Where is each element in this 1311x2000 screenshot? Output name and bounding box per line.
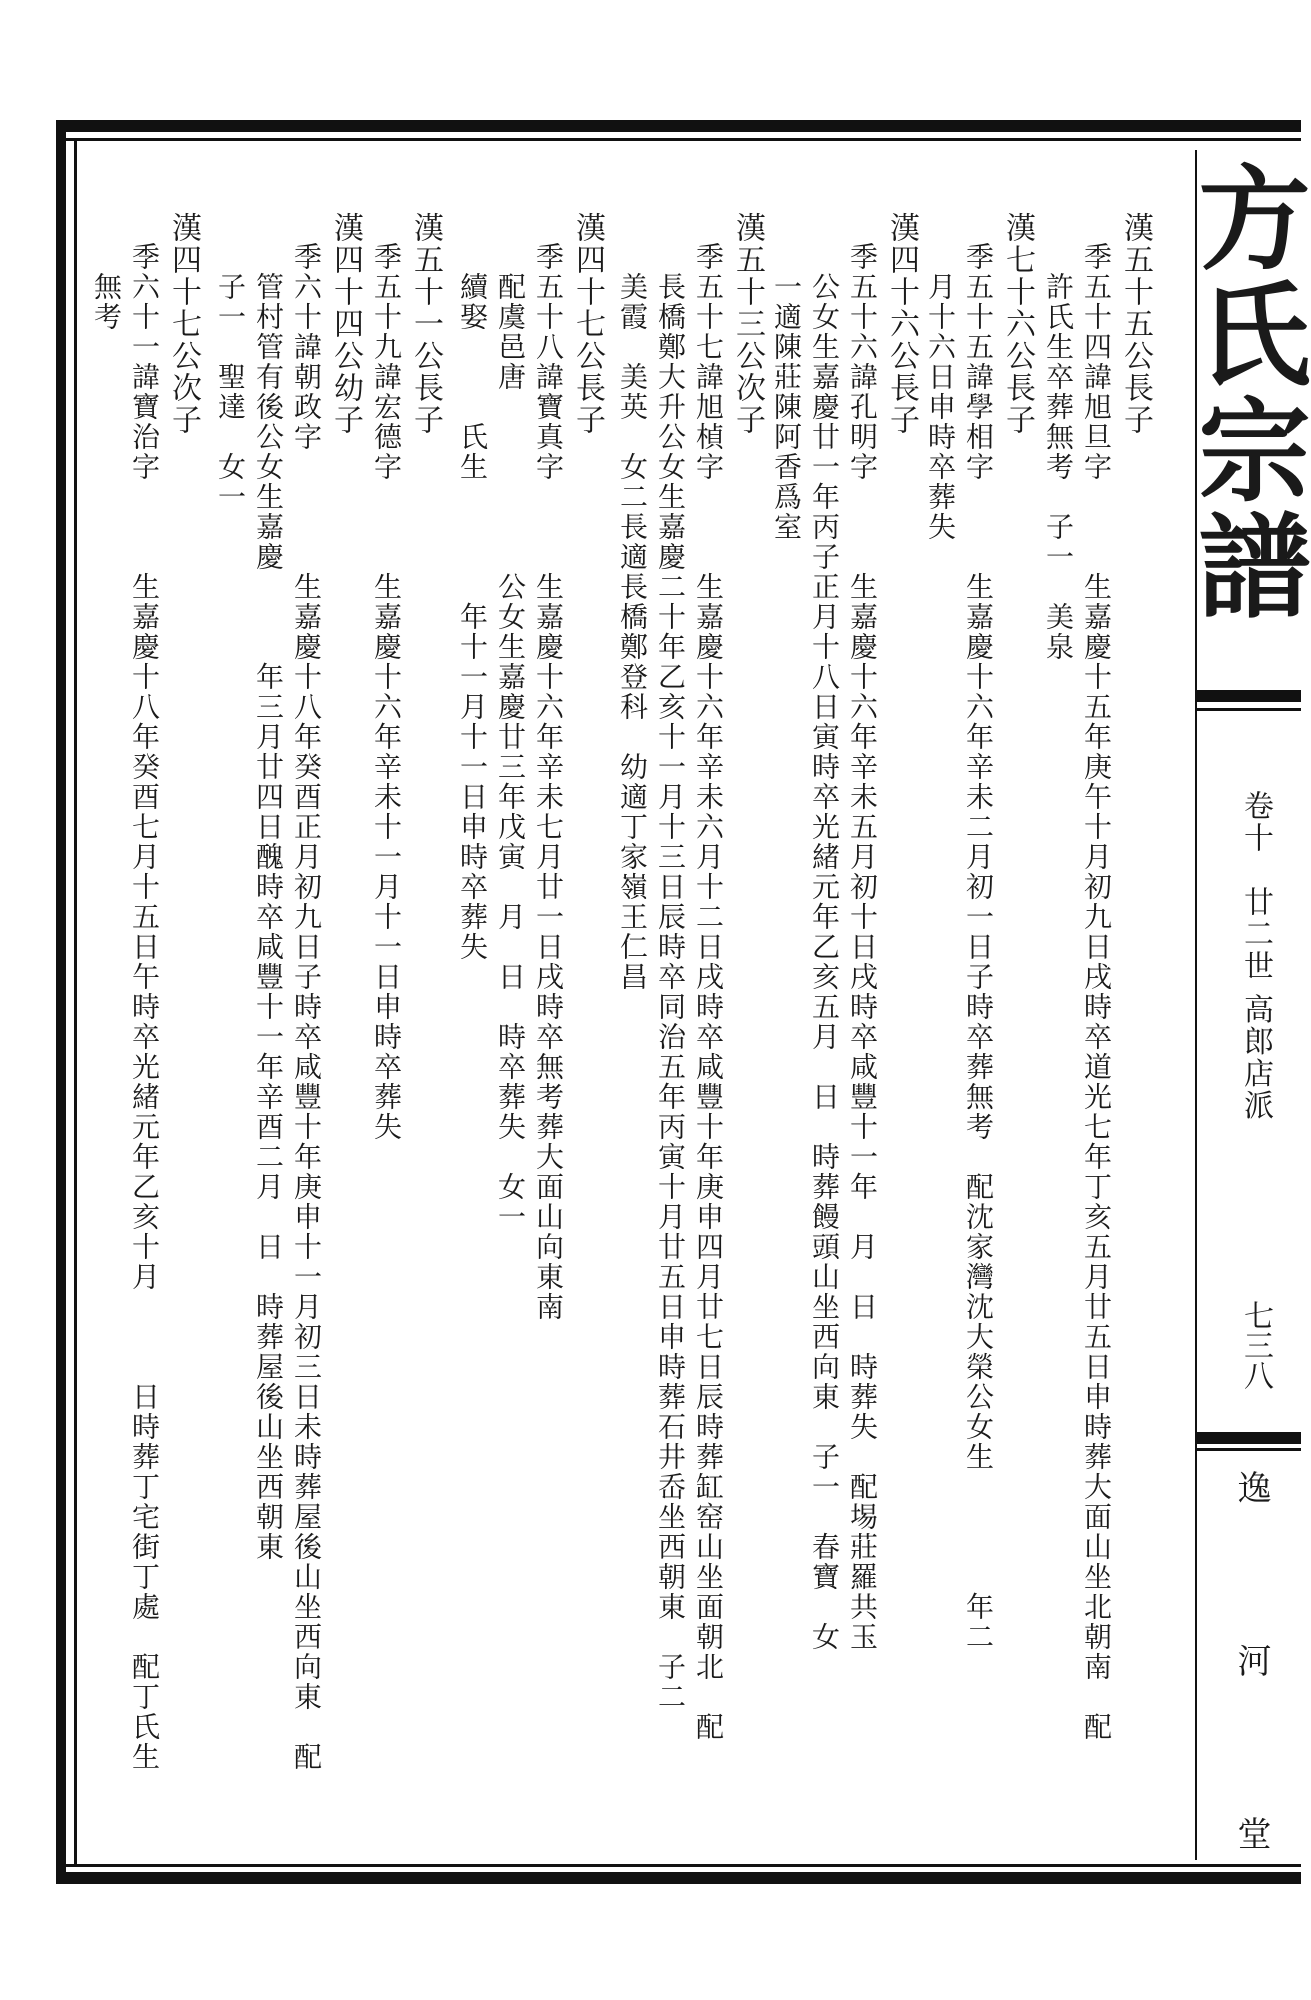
frame-bottom-thin-rule [56, 1864, 1301, 1867]
entry-line: 許氏生卒葬無考 子一 美泉 [1042, 212, 1075, 662]
frame-top-rule [56, 120, 1301, 132]
entry-line: 季五十五諱學相字 生嘉慶十六年辛未二月初一日子時卒葬無考 配沈家灣沈大榮公女生 年二 [962, 212, 995, 1652]
hall-name [1208, 1470, 1271, 1850]
title-band-lower-thin [1197, 1448, 1301, 1451]
entry-line: 季六十諱朝政字 生嘉慶十八年癸酉正月初九日子時卒咸豐十年庚申十一月初三日未時葬屋後山坐西向東 配 [290, 212, 323, 1772]
title-band-upper [1197, 690, 1301, 702]
entry-line: 續娶 氏生 年十一月十一日申時卒葬失 [456, 212, 489, 962]
entry-heading: 漢四十六公長子 [884, 212, 919, 436]
entry-heading: 漢四十四公幼子 [328, 212, 363, 436]
entry-line: 季五十八諱寶真字 生嘉慶十六年辛未七月廿一日戌時卒無考葬大面山向東南 [532, 212, 565, 1322]
entry-heading: 漢七十六公長子 [1000, 212, 1035, 436]
entry-line: 月十六日申時卒葬失 [924, 212, 957, 542]
entry-line: 一適陳莊陳阿香爲室 [770, 212, 803, 542]
entry-line: 美霞 美英 女二長適長橋鄭登科 幼適丁家嶺王仁昌 [616, 212, 649, 992]
frame-left-rule [56, 120, 66, 1884]
entry-line: 配虞邑唐 公女生嘉慶廿三年戊寅 月 日 時卒葬失 女一 [494, 212, 527, 1232]
frame-bottom-rule [56, 1872, 1301, 1884]
frame-top-thin-rule [56, 138, 1301, 141]
volume-generation-line: 卷十 廿二世 高郎店派 [1238, 790, 1273, 1122]
hall-char-2: 河 [1231, 1643, 1271, 1677]
entry-line: 季六十一諱寶治字 生嘉慶十八年癸酉七月十五日午時卒光緒元年乙亥十月 日時葬丁宅街丁處 配丁氏生 [128, 212, 161, 1772]
entry-heading: 漢四十七公長子 [570, 212, 605, 436]
hall-char-3: 堂 [1231, 1816, 1271, 1850]
title-band-lower [1197, 1432, 1301, 1444]
entry-line: 無考 [90, 212, 123, 332]
page-number: 七三八 [1238, 1300, 1273, 1390]
entry-heading: 漢五十一公長子 [408, 212, 443, 436]
hall-char-1: 逸 [1231, 1470, 1271, 1504]
entry-line: 季五十四諱旭旦字 生嘉慶十五年庚午十月初九日戌時卒道光七年丁亥五月廿五日申時葬大面山坐北朝南 配 [1080, 212, 1113, 1742]
entry-line: 子一 聖達 女一 [214, 212, 247, 512]
entry-heading: 漢四十七公次子 [166, 212, 201, 436]
entry-line: 長橋鄭大升公女生嘉慶二十年乙亥十一月十三日辰時卒同治五年丙寅十月廿五日申時葬石井岙坐西朝東 子二 [654, 212, 687, 1712]
entry-line: 管村管有後公女生嘉慶 年三月廿四日醜時卒咸豐十一年辛酉二月 日 時葬屋後山坐西朝東 [252, 212, 285, 1562]
entry-line: 季五十九諱宏德字 生嘉慶十六年辛未十一月十一日申時卒葬失 [370, 212, 403, 1142]
entry-line: 季五十七諱旭楨字 生嘉慶十六年辛未六月十二日戌時卒咸豐十年庚申四月廿七日辰時葬缸窑山坐面朝北 配 [692, 212, 725, 1742]
entry-heading: 漢五十三公次子 [730, 212, 765, 436]
frame-left-thin-rule [74, 138, 77, 1866]
entry-line: 季五十六諱孔明字 生嘉慶十六年辛未五月初十日戌時卒咸豐十一年 月 日 時葬失 配埸莊羅共玉 [846, 212, 879, 1652]
book-title: 方氏宗譜 [1180, 160, 1311, 624]
entry-heading: 漢五十五公長子 [1118, 212, 1153, 436]
title-band-upper-thin [1197, 708, 1301, 711]
entry-line: 公女生嘉慶廿一年丙子正月十八日寅時卒光緒元年乙亥五月 日 時葬饅頭山坐西向東 子一 春寶 女 [808, 212, 841, 1652]
